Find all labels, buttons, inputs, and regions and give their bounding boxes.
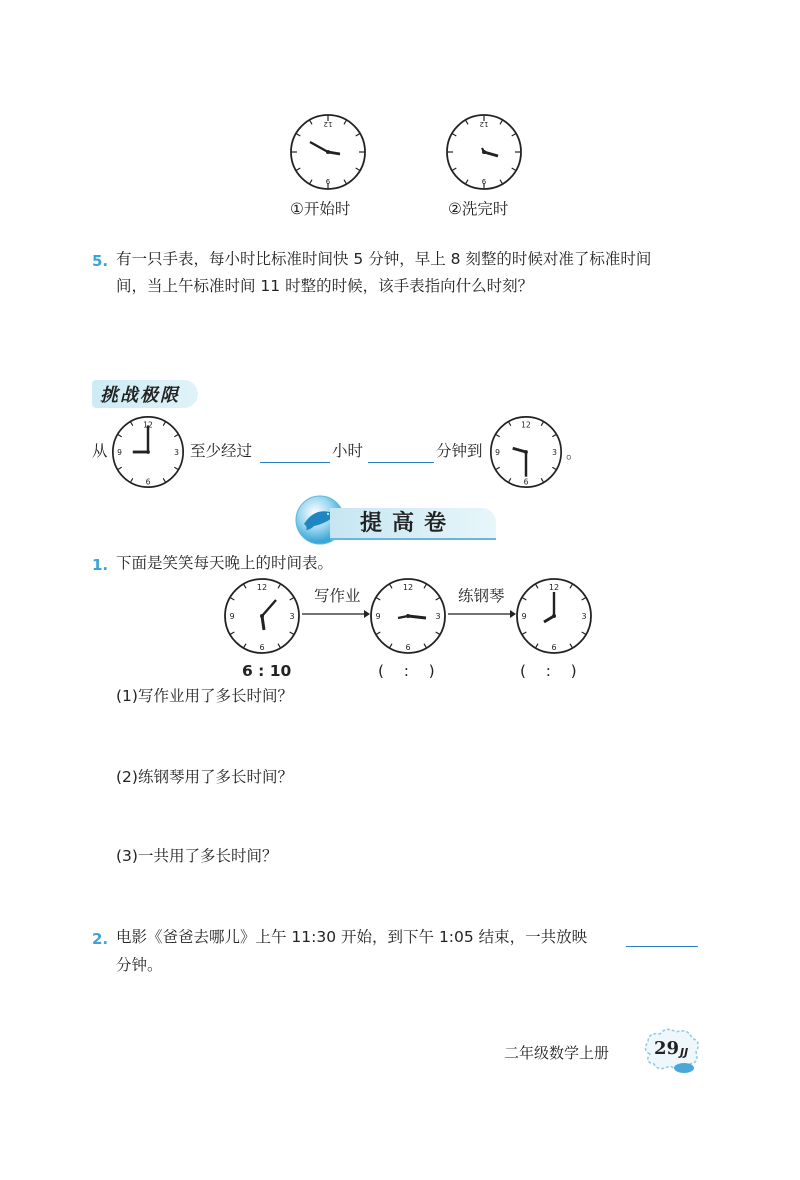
svg-text:3: 3: [581, 612, 587, 621]
svg-text:12: 12: [323, 120, 333, 128]
schedule-time-2[interactable]: ( : ): [378, 662, 435, 680]
clock-challenge-to: [488, 414, 564, 490]
question-1-sub-2: (2)练钢琴用了多长时间？: [116, 768, 293, 786]
question-2-answer-blank[interactable]: [626, 924, 698, 947]
arrow-1-label: 写作业: [314, 587, 361, 605]
arrow-right-icon: [302, 608, 370, 620]
svg-text:9: 9: [229, 612, 235, 621]
challenge-mid-2: 小时: [332, 442, 364, 460]
challenge-badge: [92, 380, 198, 408]
clock-schedule-3: [514, 576, 594, 656]
clock-finish-label: ②洗完时: [448, 200, 509, 218]
schedule-time-1: 6 : 10: [242, 662, 292, 680]
svg-text:6: 6: [523, 477, 529, 487]
svg-text:3: 3: [289, 612, 295, 621]
question-1-number: 1.: [92, 556, 109, 574]
question-5-line-1: 有一只手表，每小时比标准时间快 5 分钟，早上 8 刻整的时候对准了标准时间: [116, 250, 652, 268]
challenge-mid-1: 至少经过: [190, 442, 253, 460]
svg-text:3: 3: [174, 447, 179, 457]
svg-text:6: 6: [481, 178, 487, 186]
clock-start: [288, 112, 368, 192]
clock-schedule-2: [368, 576, 448, 656]
question-5-number: 5.: [92, 252, 109, 270]
footer-page-number: 29: [654, 1038, 680, 1059]
svg-text:6: 6: [405, 643, 411, 652]
arrow-right-icon: [448, 608, 516, 620]
svg-text:9: 9: [375, 612, 381, 621]
svg-text:6: 6: [145, 477, 151, 487]
svg-text:9: 9: [495, 447, 500, 457]
svg-text:9: 9: [521, 612, 527, 621]
challenge-hours-blank[interactable]: [260, 440, 330, 463]
footer-book-title: 二年级数学上册: [504, 1044, 610, 1062]
challenge-mid-3: 分钟到: [436, 442, 483, 460]
question-1-sub-1: (1)写作业用了多长时间？: [116, 687, 293, 705]
clock-schedule-1: [222, 576, 302, 656]
question-1-text: 下面是笑笑每天晚上的时间表。: [116, 554, 334, 572]
challenge-badge-label: 挑战极限: [100, 385, 180, 406]
section-title: 提高卷: [360, 511, 457, 536]
svg-text:12: 12: [256, 583, 268, 592]
clock-start-label: ①开始时: [290, 200, 351, 218]
svg-text:3: 3: [435, 612, 441, 621]
svg-text:12: 12: [402, 583, 414, 592]
svg-text:9: 9: [117, 447, 122, 457]
svg-text:12: 12: [479, 120, 489, 128]
svg-text:6: 6: [325, 178, 331, 186]
question-5-line-2: 间，当上午标准时间 11 时整的时候，该手表指向什么时刻？: [116, 277, 534, 295]
arrow-2-label: 练钢琴: [458, 587, 505, 605]
challenge-from: 从: [92, 442, 108, 460]
challenge-minutes-blank[interactable]: [368, 440, 434, 463]
challenge-end: 。: [566, 444, 582, 462]
svg-text:12: 12: [521, 420, 531, 430]
svg-text:12: 12: [143, 420, 153, 430]
svg-text:6: 6: [259, 643, 265, 652]
clock-finish: [444, 112, 524, 192]
svg-text:6: 6: [551, 643, 557, 652]
svg-text:3: 3: [552, 447, 557, 457]
clock-challenge-from: [110, 414, 186, 490]
question-2-number: 2.: [92, 930, 109, 948]
question-2-line-2: 分钟。: [116, 956, 163, 974]
svg-text:12: 12: [548, 583, 560, 592]
schedule-time-3[interactable]: ( : ): [520, 662, 577, 680]
question-2-line-1: 电影《爸爸去哪儿》上午 11:30 开始，到下午 1:05 结束，一共放映: [116, 928, 588, 946]
footer-suffix: JJ: [680, 1046, 689, 1059]
question-1-sub-3: (3)一共用了多长时间？: [116, 847, 278, 865]
